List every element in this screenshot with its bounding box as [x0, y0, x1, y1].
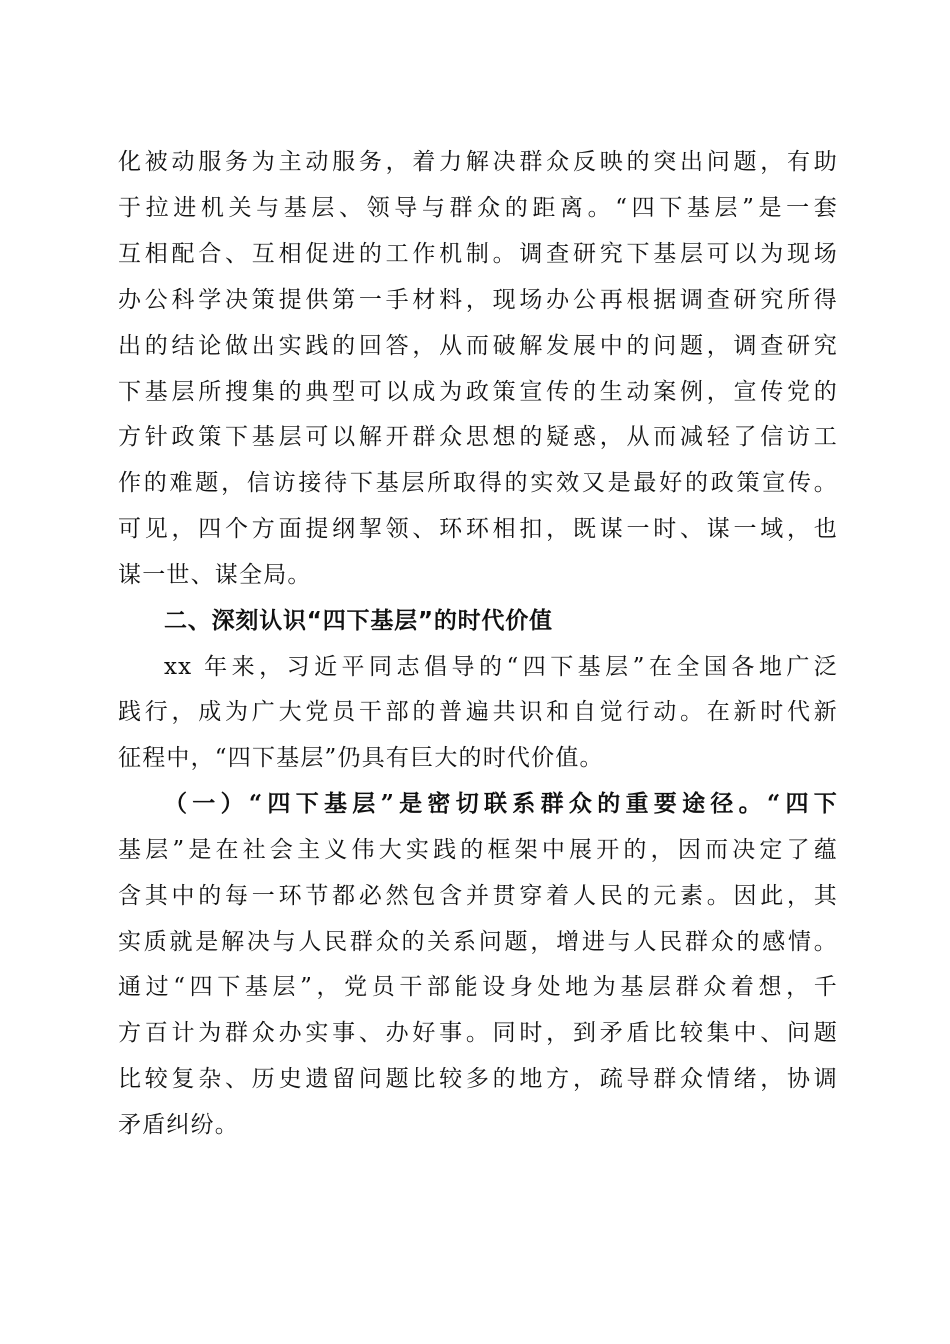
subsection-heading-line: （一）“四下基层”是密切联系群众的重要途径。“四下: [164, 790, 838, 817]
text-line: 于拉进机关与基层、领导与群众的距离。“四下基层”是一套: [118, 195, 838, 221]
text-line: 通过“四下基层”，党员干部能设身处地为基层群众着想，千: [118, 974, 838, 1000]
text-line: 方百计为群众办实事、办好事。同时，到矛盾比较集中、问题: [118, 1020, 838, 1046]
text-line: 出的结论做出实践的回答，从而破解发展中的问题，调查研究: [118, 333, 838, 359]
text-line: 方针政策下基层可以解开群众思想的疑惑，从而减轻了信访工: [118, 424, 838, 450]
text-line: xx 年来，习近平同志倡导的“四下基层”在全国各地广泛: [164, 654, 838, 680]
text-line: 含其中的每一环节都必然包含并贯穿着人民的元素。因此，其: [118, 883, 838, 909]
text-line: 可见，四个方面提纲挈领、环环相扣，既谋一时、谋一域，也: [118, 516, 838, 542]
text-line: 下基层所搜集的典型可以成为政策宣传的生动案例，宣传党的: [118, 379, 838, 405]
text-line: 基层”是在社会主义伟大实践的框架中展开的，因而决定了蕴: [118, 837, 838, 863]
text-line: 作的难题，信访接待下基层所取得的实效又是最好的政策宣传。: [118, 470, 838, 496]
text-line: 互相配合、互相促进的工作机制。调查研究下基层可以为现场: [118, 241, 838, 267]
text-line: 谋一世、谋全局。: [118, 562, 312, 588]
text-line: 实质就是解决与人民群众的关系问题，增进与人民群众的感情。: [118, 929, 838, 955]
text-line: 办公科学决策提供第一手材料，现场办公再根据调查研究所得: [118, 287, 838, 313]
text-line: 践行，成为广大党员干部的普遍共识和自觉行动。在新时代新: [118, 699, 838, 725]
text-line: 比较复杂、历史遗留问题比较多的地方，疏导群众情绪，协调: [118, 1066, 838, 1092]
section-heading: 二、深刻认识“四下基层”的时代价值: [164, 608, 553, 634]
text-line: 矛盾纠纷。: [118, 1112, 239, 1138]
text-line: 化被动服务为主动服务，着力解决群众反映的突出问题，有助: [118, 149, 838, 175]
text-line: 征程中，“四下基层”仍具有巨大的时代价值。: [118, 745, 604, 771]
